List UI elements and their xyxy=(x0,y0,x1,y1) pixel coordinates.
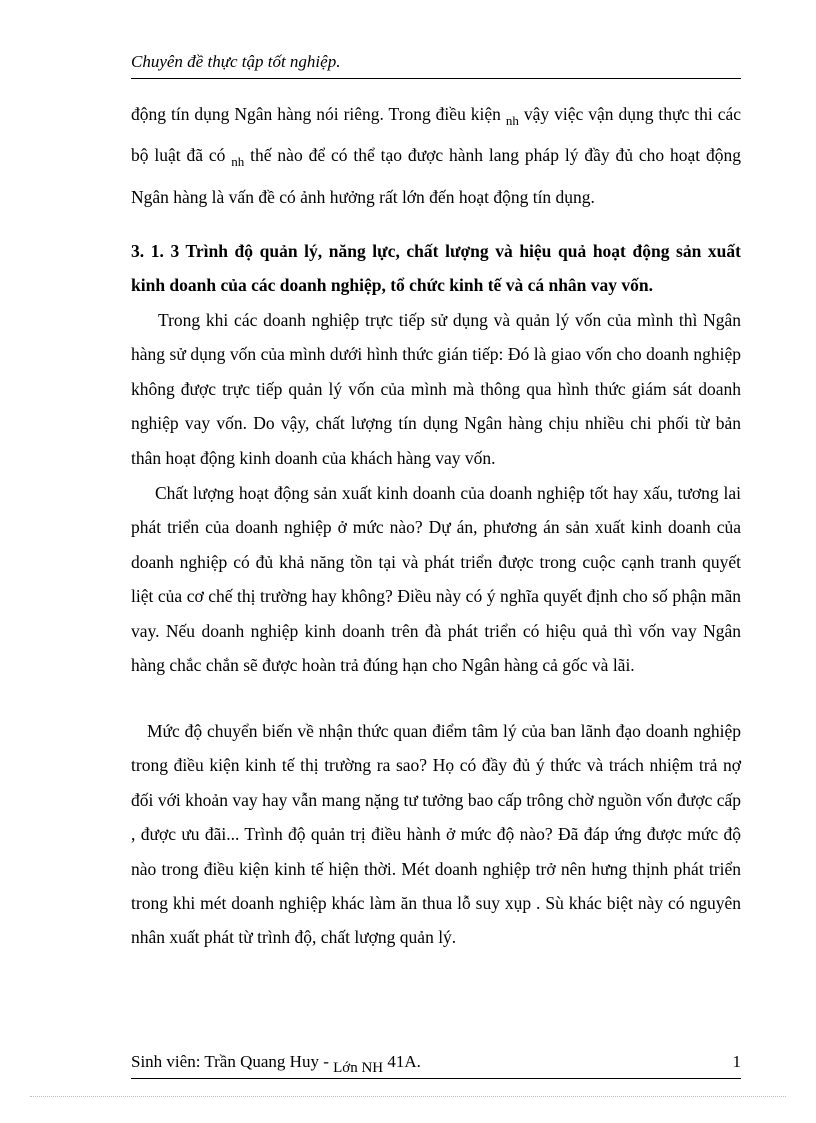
footer-class-prefix: Lớn NH xyxy=(333,1060,384,1076)
p1-text-b: vậy việc vận dụng thực thi các bộ luật đã có xyxy=(131,104,742,166)
page-header xyxy=(131,52,741,79)
page-divider xyxy=(30,1096,786,1097)
section-heading: 3. 1. 3 Trình độ quản lý, năng lực, chất lượng và hiệu quả hoạt động sản xuất kinh doanh của các doanh nghiệp, tổ chức kinh tế và cá nhân vay vốn. xyxy=(131,241,741,296)
footer-student: Sinh viên: Trần Quang Huy - xyxy=(131,1052,334,1071)
p1-subscript-1: nh xyxy=(505,113,519,128)
page-footer xyxy=(131,1052,741,1079)
p1-text-c: thế nào để có thể tạo được hành lang pháp lý đầy đủ cho hoạt động Ngân hàng là vấn đề có ảnh hưởng rất lớn đến hoạt động tín dụng. xyxy=(131,145,741,207)
p1-subscript-2: nh xyxy=(231,154,245,170)
paragraph-2: Trong khi các doanh nghiệp trực tiếp sử dụng và quản lý vốn của mình thì Ngân hàng sử dụng vốn của mình dưới hình thức gián tiếp: Đó là giao vốn cho doanh nghiệp không được trực tiếp quản lý vốn của mình mà thông qua hình thức giám sát doanh nghiệp vay vốn. Do vậy, chất lượng tín dụng Ngân hàng chịu nhiều chi phối từ bản thân hoạt động kinh doanh của khách hàng vay vốn. xyxy=(131,310,741,468)
page-number: 1 xyxy=(732,1052,741,1071)
header-title: Chuyên đề thực tập tốt nghiệp. xyxy=(131,52,341,71)
paragraph-1 xyxy=(131,97,741,214)
paragraph-3: Chất lượng hoạt động sản xuất kinh doanh của doanh nghiệp tốt hay xấu, tương lai phát triển của doanh nghiệp ở mức nào? Dự án, phương án sản xuất kinh doanh của doanh nghiệp có đủ khả năng tồn tại và phát triển được trong cuộc cạnh tranh quyết liệt của cơ chế thị trường hay không? Điều này có ý nghĩa quyết định cho số phận mãn vay. Nếu doanh nghiệp kinh doanh trên đà phát triển có hiệu quả thì vốn vay Ngân hàng chắc chắn sẽ được hoàn trả đúng hạn cho Ngân hàng cả gốc và lãi. xyxy=(131,483,741,676)
footer-class-suffix: 41A. xyxy=(383,1052,421,1071)
p1-text-a: động tín dụng Ngân hàng nói riêng. Trong điều kiện xyxy=(131,104,506,124)
paragraph-4: Mức độ chuyển biến về nhận thức quan điểm tâm lý của ban lãnh đạo doanh nghiệp trong điều kiện kinh tế thị trường ra sao? Họ có đầy đủ ý thức và trách nhiệm trả nợ đối với khoản vay hay vẫn mang nặng tư tưởng bao cấp trông chờ nguồn vốn được cấp , được ưu đãi... Trình độ quản trị điều hành ở mức độ nào? Đã đáp ứng được mức độ nào trong điều kiện kinh tế hiện thời. Mét doanh nghiệp trở nên hưng thịnh phát triển trong khi mét doanh nghiệp khác làm ăn thua lỗ suy xụp . Sù khác biệt này có nguyên nhân xuất phát từ trình độ, chất lượng quản lý. xyxy=(131,721,741,948)
